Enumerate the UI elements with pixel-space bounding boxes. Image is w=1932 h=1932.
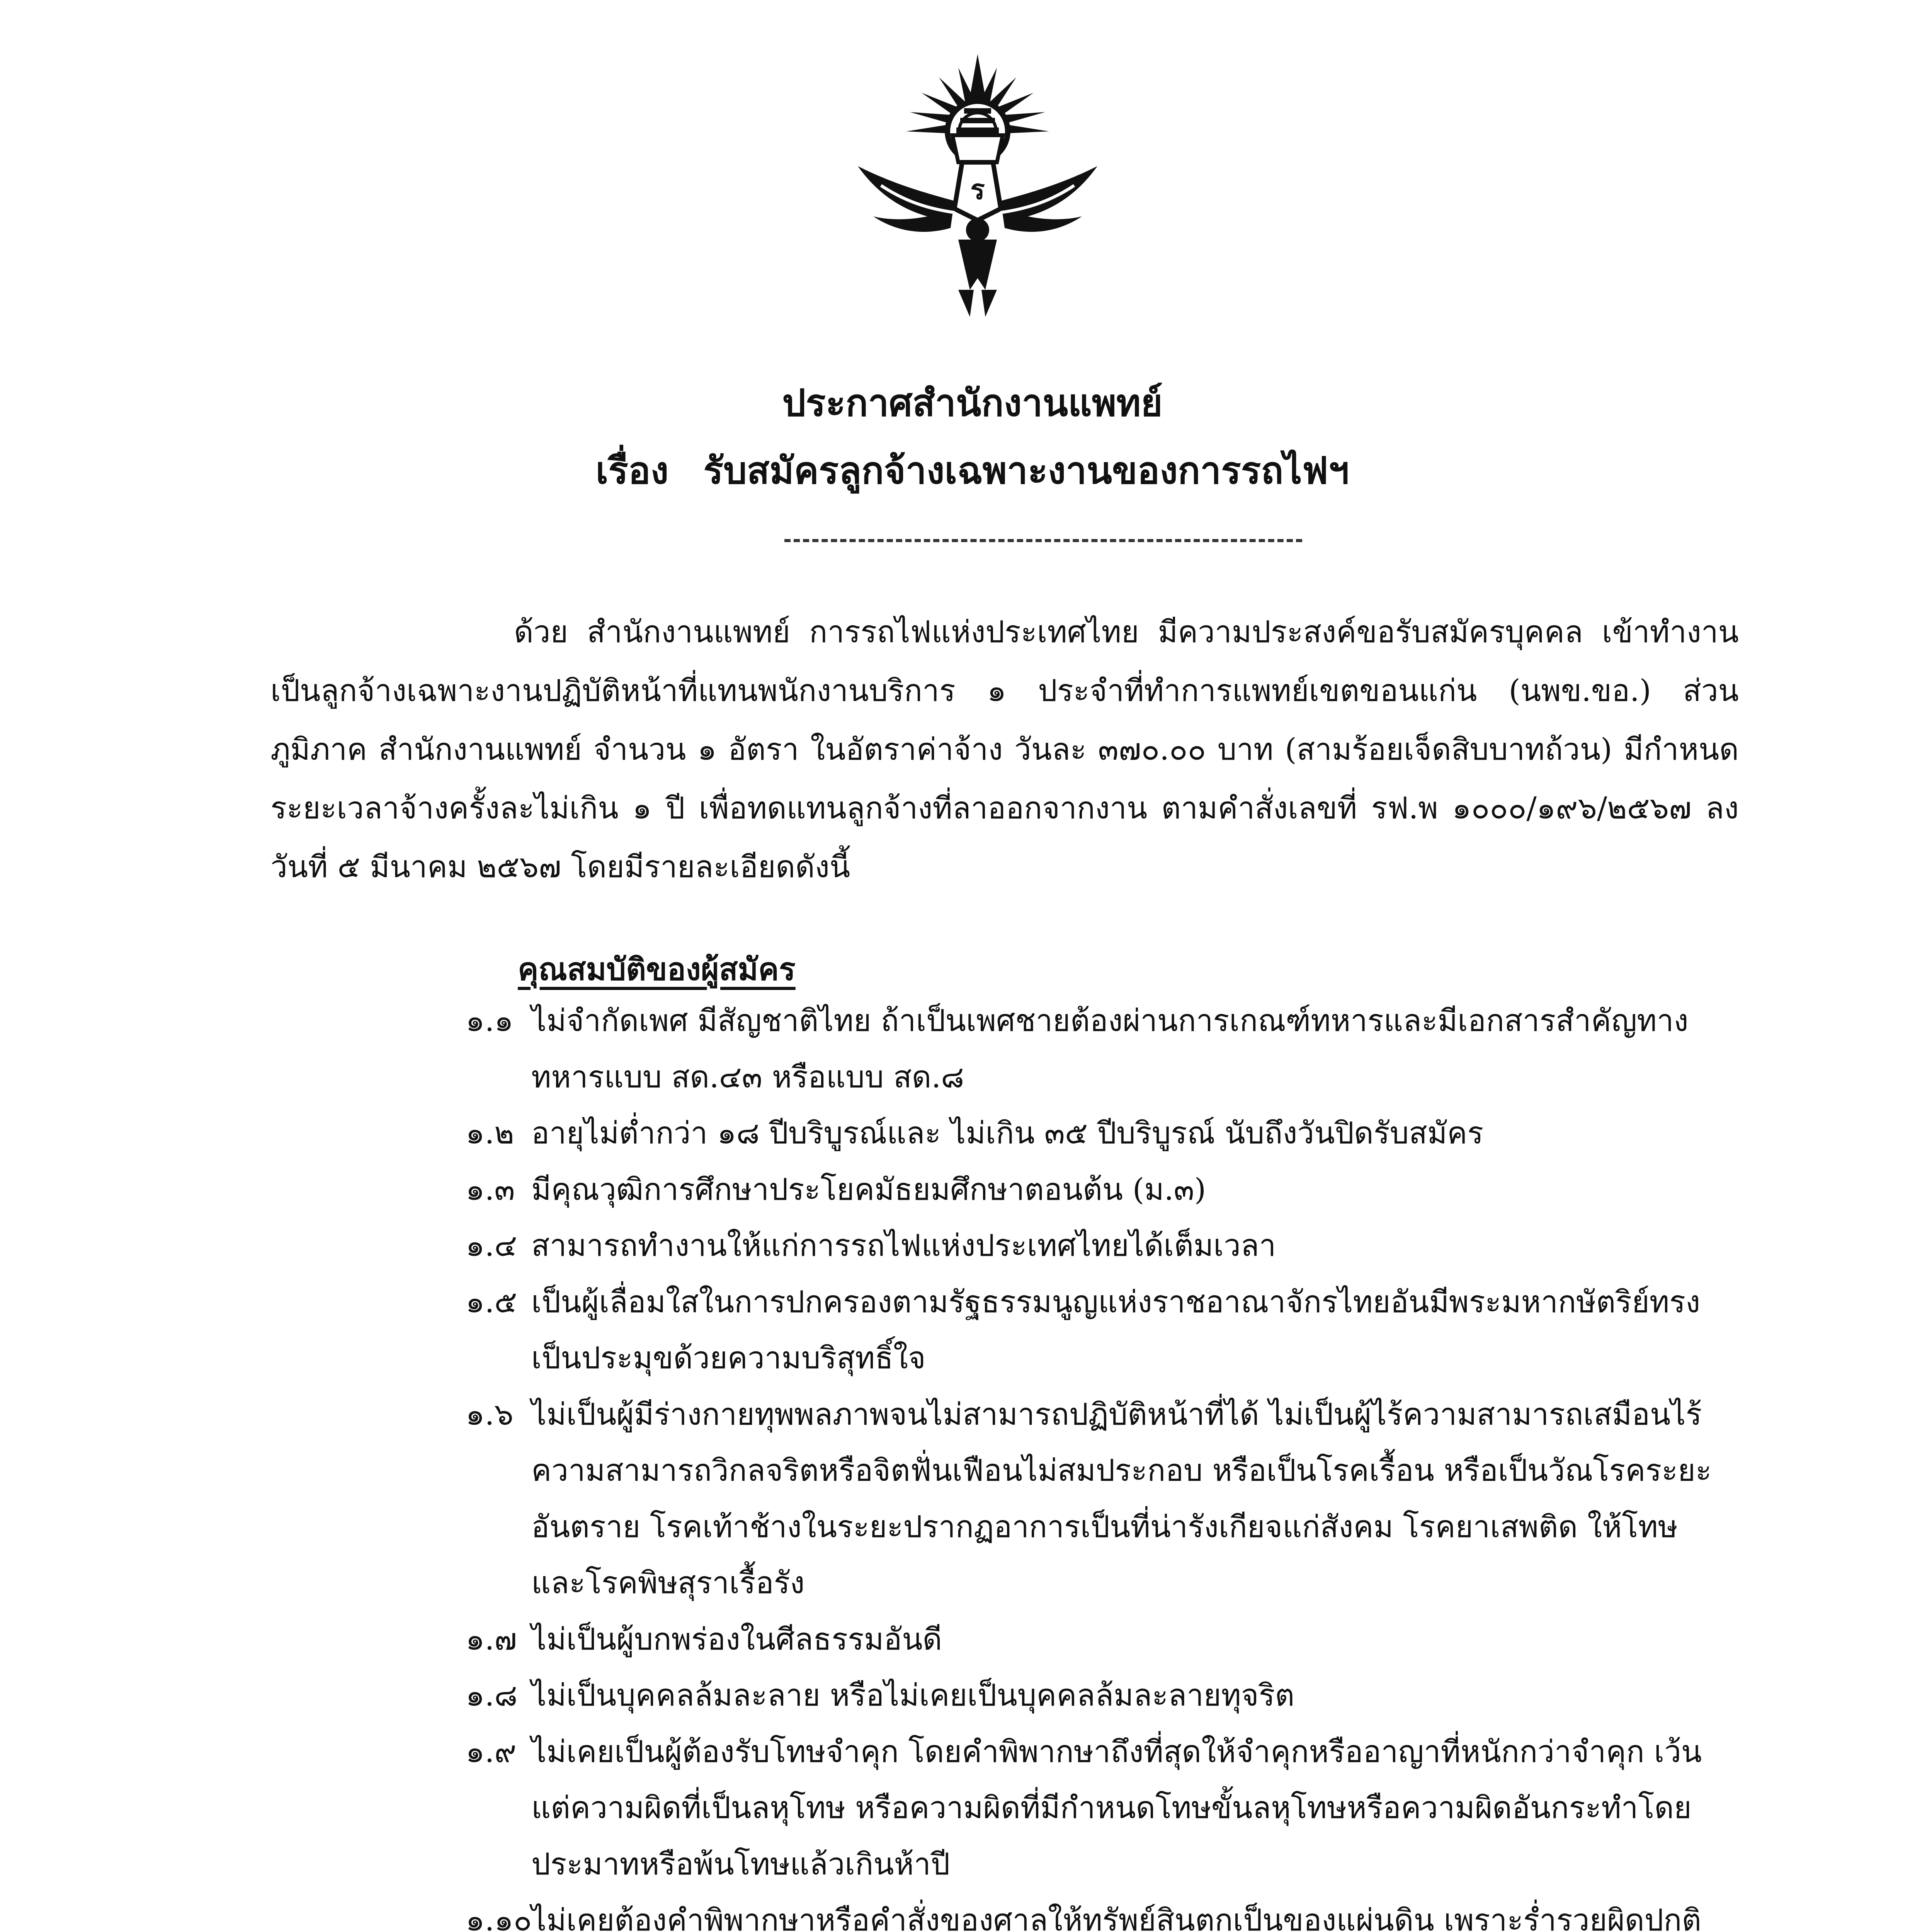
qualification-item [466, 1218, 1741, 1274]
qualification-number: ๑.๗ [466, 1622, 517, 1657]
qualification-item [466, 1162, 1741, 1218]
intro-text: ด้วย สำนักงานแพทย์ การรถไฟแห่งประเทศไทย มีความประสงค์ขอรับสมัครบุคคล เข้าทำงานเป็นลูกจ้างเฉพาะงานปฏิบัติหน้าที่แทนพนักงานบริการ ๑ ประจำที่ทำการแพทย์เขตขอนแก่น (นพข.ขอ.) ส่วนภูมิภาค สำนักงานแพทย์ จำนวน ๑ อัตรา ในอัตราค่าจ้าง วันละ ๓๗๐.๐๐ บาท (สามร้อยเจ็ดสิบบาทถ้วน) มีกำหนดระยะเวลาจ้างครั้งละไม่เกิน ๑ ปี เพื่อทดแทนลูกจ้างที่ลาออกจากงาน ตามคำสั่งเลขที่ รฟ.พ ๑๐๐๐/๑๙๖/๒๕๖๗ ลงวันที่ ๕ มีนาคม ๒๕๖๗ โดยมีรายละเอียดดังนี้ [270, 615, 1739, 884]
qualification-item [466, 1274, 1741, 1387]
qualification-number: ๑.๓ [466, 1172, 515, 1207]
qualification-text: อายุไม่ต่ำกว่า ๑๘ ปีบริบูรณ์และ ไม่เกิน ๓๕ ปีบริบูรณ์ นับถึงวันปิดรับสมัคร [531, 1116, 1484, 1151]
qualification-number: ๑.๕ [466, 1284, 517, 1320]
qualification-number: ๑.๔ [466, 1228, 517, 1263]
qualification-item [466, 1893, 1741, 1932]
qualification-text: มีคุณวุฒิการศึกษาประโยคมัธยมศึกษาตอนต้น (ม.๓) [531, 1172, 1206, 1207]
qualification-number: ๑.๖ [466, 1397, 514, 1432]
qualification-text: ไม่เป็นผู้มีร่างกายทุพพลภาพจนไม่สามารถปฏิบัติหน้าที่ได้ ไม่เป็นผู้ไร้ความสามารถเสมือนไร้ความสามารถวิกลจริตหรือจิตฟั่นเฟือนไม่สมประกอบ หรือเป็นโรคเรื้อน หรือเป็นวัณโรคระยะอันตราย โรคเท้าช้างในระยะปรากฏอาการเป็นที่น่ารังเกียจแก่สังคม โรคยาเสพติด ให้โทษ และโรคพิษสุราเรื้อรัง [531, 1397, 1712, 1600]
subject-text: รับสมัครลูกจ้างเฉพาะงานของการรถไฟฯ [703, 449, 1349, 492]
qualification-text: ไม่เป็นบุคคลล้มละลาย หรือไม่เคยเป็นบุคคลล้มละลายทุจริต [531, 1678, 1295, 1713]
qualification-item [466, 1612, 1741, 1668]
qualification-number: ๑.๒ [466, 1116, 514, 1151]
qualification-text: สามารถทำงานให้แก่การรถไฟแห่งประเทศไทยได้เต็มเวลา [531, 1228, 1276, 1263]
qualification-item [466, 1105, 1741, 1162]
qualification-text: ไม่จำกัดเพศ มีสัญชาติไทย ถ้าเป็นเพศชายต้องผ่านการเกณฑ์ทหารและมีเอกสารสำคัญทางทหารแบบ สด.๔๓ หรือแบบ สด.๘ [531, 1003, 1689, 1095]
qualification-item [466, 1724, 1741, 1893]
qualifications-title: คุณสมบัติของผู้สมัคร [518, 951, 796, 987]
title-divider [784, 539, 1302, 542]
intro-paragraph [270, 603, 1739, 896]
qualification-text: ไม่เคยเป็นผู้ต้องรับโทษจำคุก โดยคำพิพากษาถึงที่สุดให้จำคุกหรืออาญาที่หนักกว่าจำคุก เว้นแต่ความผิดที่เป็นลหุโทษ หรือความผิดที่มีกำหนดโทษขั้นลหุโทษหรือความผิดอันกระทำโดยประมาทหรือพ้นโทษแล้วเกินห้าปี [531, 1734, 1702, 1882]
announcement-title: ประกาศสำนักงานแพทย์ [782, 381, 1163, 425]
subject-label: เรื่อง [595, 449, 669, 492]
qualification-text: ไม่เคยต้องคำพิพากษาหรือคำสั่งของศาลให้ทรัพย์สินตกเป็นของแผ่นดิน เพราะร่ำรวยผิดปกติ [531, 1903, 1702, 1932]
railway-emblem-icon [842, 39, 1113, 332]
announcement-subject [0, 448, 1932, 493]
qualification-number: ๑.๑ [466, 1003, 514, 1038]
qualification-number: ๑.๘ [466, 1678, 518, 1713]
qualifications-list [466, 993, 1741, 1932]
qualification-number: ๑.๑๐ [466, 1903, 532, 1932]
qualification-text: เป็นผู้เลื่อมใสในการปกครองตามรัฐธรรมนูญแห่งราชอาณาจักรไทยอันมีพระมหากษัตริย์ทรงเป็นประมุขด้วยความบริสุทธิ์ใจ [531, 1284, 1701, 1376]
qualification-item [466, 1387, 1741, 1612]
qualification-item [466, 993, 1741, 1105]
qualification-text: ไม่เป็นผู้บกพร่องในศีลธรรมอันดี [531, 1622, 942, 1657]
qualification-item [466, 1668, 1741, 1724]
svg-text:ร: ร [970, 174, 985, 206]
qualification-number: ๑.๙ [466, 1734, 517, 1769]
